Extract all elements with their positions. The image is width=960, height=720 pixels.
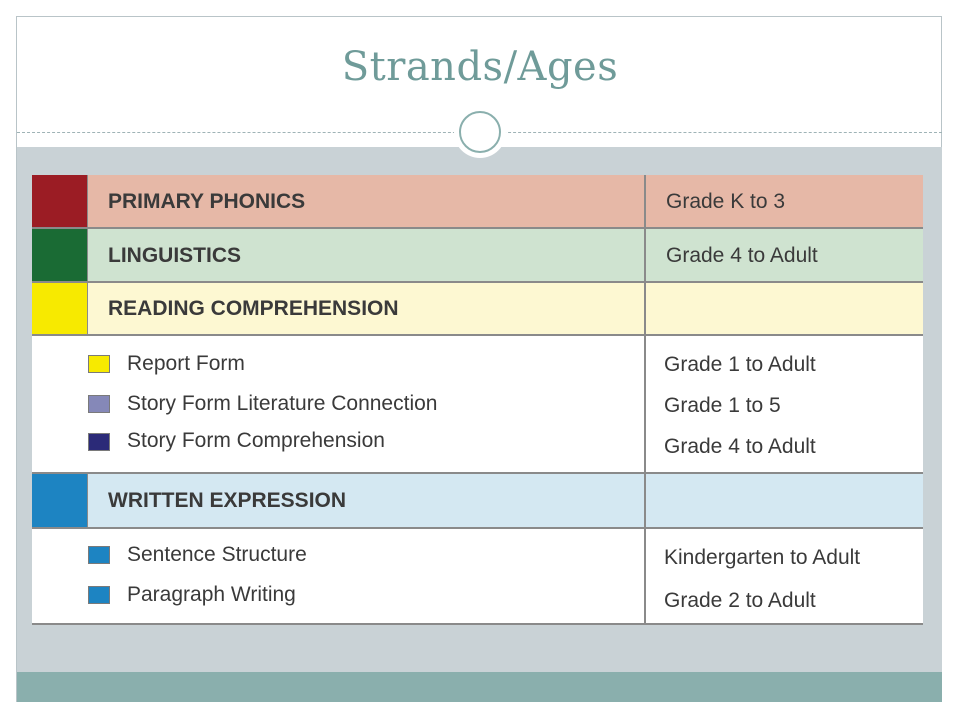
writing-subitems [32,529,923,623]
strand-age-cell [644,229,923,282]
strand-label-cell [87,474,645,527]
strand-row-written-expression [32,474,923,527]
strands-table [32,175,923,625]
strand-row-primary-phonics [32,175,923,228]
reading-subitems [32,336,923,472]
circle-icon [459,111,501,153]
sentence-structure-swatch [88,546,110,564]
strand-label-cell [87,283,645,335]
subitem-age: Kindergarten to Adult [664,546,861,569]
strand-label-cell [87,229,645,282]
literature-connection-swatch [88,395,110,413]
strand-color-swatch [32,229,87,282]
strand-label: WRITTEN EXPRESSION [108,488,347,512]
strand-age-cell [644,474,923,527]
strand-age: Grade K to 3 [666,189,786,213]
strand-label: READING COMPREHENSION [108,297,399,320]
subitem-age: Grade 1 to 5 [664,394,781,417]
footer-band [17,672,942,702]
subitem-label: Story Form Comprehension [127,429,385,452]
subitem-label: Report Form [127,352,245,375]
strand-age: Grade 4 to Adult [666,243,818,267]
slide-title: Strands/Ages [341,44,619,90]
strand-color-swatch [32,283,87,335]
story-comprehension-swatch [88,433,110,451]
report-form-swatch [88,355,110,373]
subitem-age: Grade 1 to Adult [664,353,816,376]
strand-label-cell [87,175,645,228]
subitem-label: Story Form Literature Connection [127,392,438,415]
strand-label: LINGUISTICS [108,243,242,267]
strand-row-linguistics [32,229,923,282]
strand-color-swatch [32,474,87,527]
paragraph-writing-swatch [88,586,110,604]
strand-age-cell [644,175,923,228]
strand-label: PRIMARY PHONICS [108,189,306,213]
strand-color-swatch [32,175,87,228]
subitem-age: Grade 2 to Adult [664,589,816,612]
strand-row-reading-comprehension [32,283,923,335]
subitem-age: Grade 4 to Adult [664,435,816,458]
table-bottom-border [32,623,923,625]
subitem-label: Paragraph Writing [127,583,296,606]
subitem-label: Sentence Structure [127,543,307,566]
strand-age-cell [644,283,923,335]
